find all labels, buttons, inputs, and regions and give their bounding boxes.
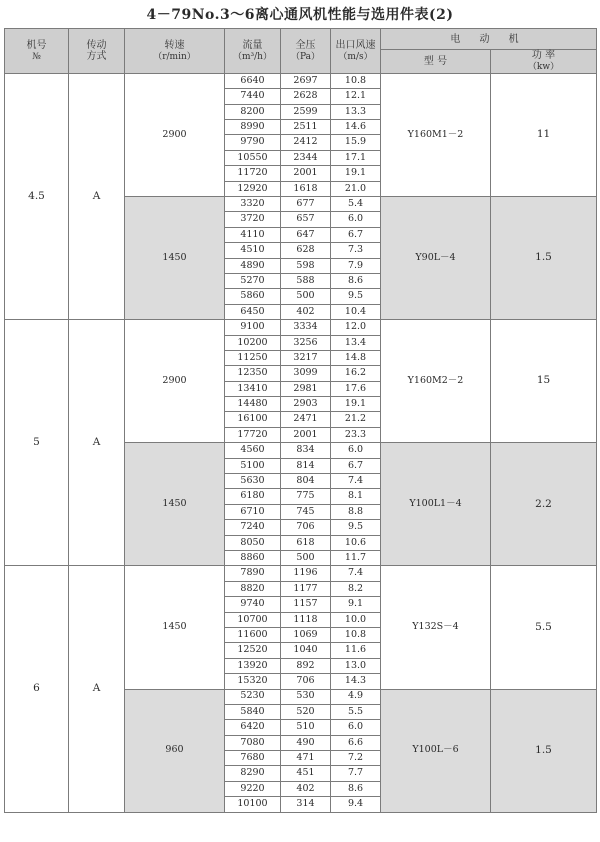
velocity-cell: 15.9 [331,135,381,150]
pressure-cell: 402 [281,781,331,796]
pressure-cell: 745 [281,504,331,519]
velocity-cell: 10.0 [331,612,381,627]
velocity-cell: 13.3 [331,104,381,119]
table-row [5,566,597,581]
velocity-cell: 10.8 [331,73,381,88]
velocity-cell: 7.4 [331,566,381,581]
speed-cell: 960 [125,689,225,812]
pressure-cell: 2697 [281,73,331,88]
header-fan-no-symbol: № [32,51,41,62]
velocity-cell: 11.7 [331,551,381,566]
table-row [5,320,597,335]
motor-power-cell: 2.2 [491,443,597,566]
flow-cell: 5860 [225,289,281,304]
motor-power-cell: 5.5 [491,566,597,689]
flow-cell: 14480 [225,397,281,412]
velocity-cell: 7.2 [331,751,381,766]
header-flow [225,29,281,74]
pressure-cell: 892 [281,658,331,673]
velocity-cell: 5.4 [331,197,381,212]
motor-power-cell: 1.5 [491,197,597,320]
flow-cell: 11720 [225,166,281,181]
pressure-cell: 1177 [281,581,331,596]
velocity-cell: 21.2 [331,412,381,427]
velocity-cell: 6.6 [331,735,381,750]
flow-cell: 6640 [225,73,281,88]
motor-model-cell: Y132S－4 [381,566,491,689]
page-title: 4－79No.3～6离心通风机性能与选用件表(2) [146,7,454,23]
pressure-cell: 2628 [281,89,331,104]
flow-cell: 13920 [225,658,281,673]
velocity-cell: 6.0 [331,443,381,458]
header-fan-no-label: 机号 [26,39,47,51]
performance-table [4,28,597,813]
velocity-cell: 4.9 [331,689,381,704]
pressure-cell: 2511 [281,120,331,135]
flow-cell: 5630 [225,474,281,489]
flow-cell: 10550 [225,150,281,165]
velocity-cell: 9.5 [331,520,381,535]
speed-cell: 1450 [125,566,225,689]
flow-cell: 4890 [225,258,281,273]
velocity-cell: 10.8 [331,627,381,642]
header-flow-label: 流量 [242,39,263,51]
header-drive-label-2: 方式 [86,50,107,62]
pressure-cell: 451 [281,766,331,781]
pressure-cell: 677 [281,197,331,212]
velocity-cell: 10.4 [331,304,381,319]
pressure-cell: 1118 [281,612,331,627]
pressure-cell: 402 [281,304,331,319]
flow-cell: 8820 [225,581,281,596]
flow-cell: 8050 [225,535,281,550]
header-speed-unit: （r/min） [153,51,196,62]
pressure-cell: 814 [281,458,331,473]
header-drive [69,29,125,74]
fan-no-cell: 6 [5,566,69,812]
velocity-cell: 12.0 [331,320,381,335]
pressure-cell: 834 [281,443,331,458]
pressure-cell: 500 [281,289,331,304]
header-power-unit: （kw） [527,62,560,72]
flow-cell: 8200 [225,104,281,119]
velocity-cell: 13.4 [331,335,381,350]
flow-cell: 7680 [225,751,281,766]
motor-model-cell: Y160M2－2 [381,320,491,443]
flow-cell: 4510 [225,243,281,258]
motor-model-cell: Y100L1－4 [381,443,491,566]
pressure-cell: 804 [281,474,331,489]
velocity-cell: 10.6 [331,535,381,550]
pressure-cell: 706 [281,674,331,689]
motor-power-cell: 15 [491,320,597,443]
header-velocity-unit: （m/s） [338,51,373,62]
flow-cell: 12920 [225,181,281,196]
header-fan-no [5,29,69,74]
flow-cell: 10200 [225,335,281,350]
pressure-cell: 520 [281,704,331,719]
pressure-cell: 510 [281,720,331,735]
velocity-cell: 19.1 [331,397,381,412]
flow-cell: 13410 [225,381,281,396]
pressure-cell: 2001 [281,166,331,181]
velocity-cell: 21.0 [331,181,381,196]
pressure-cell: 2001 [281,427,331,442]
velocity-cell: 6.7 [331,227,381,242]
header-velocity [331,29,381,74]
header-model: 型 号 [381,50,491,74]
flow-cell: 10100 [225,797,281,812]
flow-cell: 9220 [225,781,281,796]
pressure-cell: 588 [281,273,331,288]
table-row [5,73,597,88]
header-power [491,50,597,74]
motor-power-cell: 1.5 [491,689,597,812]
pressure-cell: 647 [281,227,331,242]
pressure-cell: 2344 [281,150,331,165]
header-drive-label: 传动 [86,39,107,51]
flow-cell: 5270 [225,273,281,288]
flow-cell: 16100 [225,412,281,427]
header-power-label: 功 率 [531,50,556,61]
flow-cell: 9790 [225,135,281,150]
flow-cell: 15320 [225,674,281,689]
drive-cell: A [69,566,125,812]
pressure-cell: 1618 [281,181,331,196]
fan-no-cell: 4.5 [5,73,69,319]
pressure-cell: 490 [281,735,331,750]
flow-cell: 7080 [225,735,281,750]
velocity-cell: 7.4 [331,474,381,489]
velocity-cell: 7.9 [331,258,381,273]
velocity-cell: 8.6 [331,781,381,796]
flow-cell: 6180 [225,489,281,504]
flow-cell: 7240 [225,520,281,535]
pressure-cell: 500 [281,551,331,566]
speed-cell: 2900 [125,320,225,443]
pressure-cell: 3256 [281,335,331,350]
pressure-cell: 530 [281,689,331,704]
velocity-cell: 14.8 [331,350,381,365]
flow-cell: 4110 [225,227,281,242]
velocity-cell: 7.3 [331,243,381,258]
flow-cell: 12520 [225,643,281,658]
flow-cell: 8990 [225,120,281,135]
flow-cell: 3320 [225,197,281,212]
motor-power-cell: 11 [491,73,597,196]
velocity-cell: 8.2 [331,581,381,596]
velocity-cell: 17.6 [331,381,381,396]
flow-cell: 5100 [225,458,281,473]
flow-cell: 7890 [225,566,281,581]
motor-model-cell: Y100L－6 [381,689,491,812]
flow-cell: 17720 [225,427,281,442]
header-motor: 电 动 机 [381,29,597,50]
velocity-cell: 8.8 [331,504,381,519]
velocity-cell: 6.0 [331,212,381,227]
flow-cell: 6420 [225,720,281,735]
flow-cell: 9100 [225,320,281,335]
velocity-cell: 17.1 [331,150,381,165]
flow-cell: 5840 [225,704,281,719]
fan-no-cell: 5 [5,320,69,566]
pressure-cell: 775 [281,489,331,504]
flow-cell: 9740 [225,597,281,612]
pressure-cell: 471 [281,751,331,766]
pressure-cell: 1196 [281,566,331,581]
velocity-cell: 19.1 [331,166,381,181]
header-pressure-label: 全压 [295,39,316,51]
speed-cell: 1450 [125,443,225,566]
flow-cell: 7440 [225,89,281,104]
velocity-cell: 6.7 [331,458,381,473]
drive-cell: A [69,73,125,319]
velocity-cell: 8.1 [331,489,381,504]
pressure-cell: 2471 [281,412,331,427]
pressure-cell: 657 [281,212,331,227]
pressure-cell: 618 [281,535,331,550]
flow-cell: 11250 [225,350,281,365]
pressure-cell: 2981 [281,381,331,396]
flow-cell: 12350 [225,366,281,381]
header-pressure [281,29,331,74]
velocity-cell: 9.1 [331,597,381,612]
flow-cell: 10700 [225,612,281,627]
flow-cell: 4560 [225,443,281,458]
velocity-cell: 13.0 [331,658,381,673]
velocity-cell: 16.2 [331,366,381,381]
velocity-cell: 12.1 [331,89,381,104]
pressure-cell: 2599 [281,104,331,119]
pressure-cell: 3217 [281,350,331,365]
flow-cell: 3720 [225,212,281,227]
pressure-cell: 3334 [281,320,331,335]
pressure-cell: 314 [281,797,331,812]
velocity-cell: 14.3 [331,674,381,689]
header-speed [125,29,225,74]
flow-cell: 6710 [225,504,281,519]
speed-cell: 1450 [125,197,225,320]
velocity-cell: 6.0 [331,720,381,735]
drive-cell: A [69,320,125,566]
flow-cell: 8860 [225,551,281,566]
velocity-cell: 7.7 [331,766,381,781]
motor-model-cell: Y90L－4 [381,197,491,320]
table-body [5,73,597,812]
speed-cell: 2900 [125,73,225,196]
velocity-cell: 11.6 [331,643,381,658]
pressure-cell: 3099 [281,366,331,381]
flow-cell: 6450 [225,304,281,319]
header-speed-label: 转速 [164,39,185,51]
flow-cell: 11600 [225,627,281,642]
velocity-cell: 5.5 [331,704,381,719]
velocity-cell: 14.6 [331,120,381,135]
pressure-cell: 1157 [281,597,331,612]
header-pressure-unit: （Pa） [290,51,321,62]
velocity-cell: 8.6 [331,273,381,288]
velocity-cell: 9.4 [331,797,381,812]
velocity-cell: 9.5 [331,289,381,304]
header-flow-unit: （m³/h） [233,51,272,62]
pressure-cell: 628 [281,243,331,258]
pressure-cell: 1040 [281,643,331,658]
pressure-cell: 706 [281,520,331,535]
flow-cell: 5230 [225,689,281,704]
pressure-cell: 2412 [281,135,331,150]
header-velocity-label: 出口风速 [335,39,376,51]
flow-cell: 8290 [225,766,281,781]
pressure-cell: 2903 [281,397,331,412]
performance-table-wrap [4,28,596,813]
pressure-cell: 1069 [281,627,331,642]
velocity-cell: 23.3 [331,427,381,442]
motor-model-cell: Y160M1－2 [381,73,491,196]
pressure-cell: 598 [281,258,331,273]
